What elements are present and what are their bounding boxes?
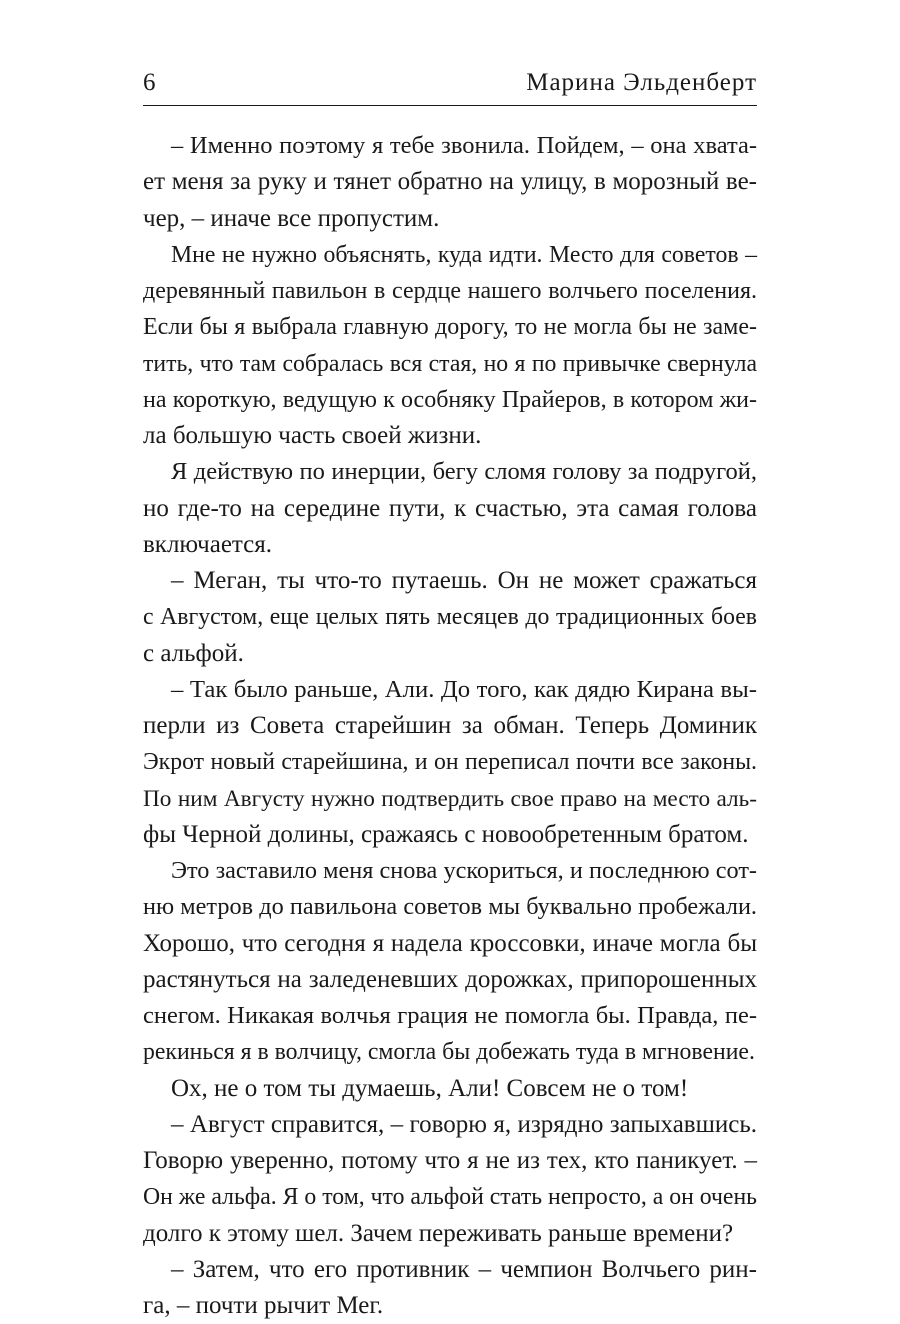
text-line: на короткую, ведущую к особняку Прайеров, в котором жи- (143, 386, 757, 413)
text-line: ла большую часть своей жизни. (143, 422, 482, 449)
text-line: фы Черной долины, сражаясь с новообретенным братом. (143, 820, 749, 848)
text-line: – Именно поэтому я тебе звонила. Пойдем, – она хвата- (171, 132, 757, 159)
body-text (143, 128, 757, 1324)
text-line: ет меня за руку и тянет обратно на улицу, в морозный ве- (143, 168, 757, 196)
text-line: перли из Совета старейшин за обман. Теперь Доминик (143, 712, 757, 739)
text-line: Это заставило меня снова ускориться, и последнюю сот- (171, 857, 757, 884)
text-line: с Августом, еще целых пять месяцев до традиционных боев (143, 604, 757, 631)
text-line: с альфой. (143, 639, 244, 667)
text-line: Мне не нужно объяснять, куда идти. Место для советов – (171, 241, 757, 268)
page-number: 6 (143, 69, 156, 96)
text-line: – Так было раньше, Али. До того, как дядю Кирана вы- (171, 675, 757, 703)
running-head (143, 66, 757, 100)
text-line: Я действую по инерции, бегу сломя голову за подругой, (171, 458, 757, 486)
text-line: долго к этому шел. Зачем переживать раньше времени? (143, 1219, 734, 1247)
text-line: – Затем, что его противник – чемпион Волчьего рин- (171, 1255, 757, 1283)
text-line: рекинься я в волчицу, смогла бы добежать туда в мгновение. (143, 1039, 755, 1066)
text-line: Экрот новый старейшина, и он переписал почти все законы. (143, 749, 757, 776)
text-line: растянуться на заледеневших дорожках, припорошенных (143, 965, 757, 993)
text-line: чер, – иначе все пропустим. (143, 204, 440, 232)
text-line: Говорю уверенно, потому что я не из тех, кто паникует. – (143, 1147, 757, 1174)
text-line: га, – почти рычит Мег. (143, 1292, 384, 1319)
text-line: Ох, не о том ты думаешь, Али! Совсем не о том! (171, 1074, 689, 1102)
text-line: Хорошо, что сегодня я надела кроссовки, иначе могла бы (143, 929, 757, 957)
text-line: – Август справится, – говорю я, изрядно запыхавшись. (171, 1110, 757, 1138)
text-line: снегом. Никакая волчья грация не помогла бы. Правда, пе- (143, 1002, 757, 1029)
header-divider (143, 105, 757, 106)
text-line: деревянный павильон в сердце нашего волчьего поселения. (143, 278, 757, 304)
text-line: Он же альфа. Я о том, что альфой стать непросто, а он очень (143, 1184, 757, 1211)
author-name: Марина Эльденберт (526, 69, 757, 96)
text-line: По ним Августу нужно подтвердить свое право на место аль- (143, 785, 757, 812)
text-line: включается. (143, 530, 272, 558)
text-line: Если бы я выбрала главную дорогу, то не могла бы не заме- (143, 314, 757, 341)
text-line: тить, что там собралась вся стая, но я по привычке свернула (143, 350, 757, 377)
text-line: – Меган, ты что-то путаешь. Он не может сражаться (171, 567, 757, 594)
text-line: ню метров до павильона советов мы буквально пробежали. (143, 893, 757, 921)
text-line: но где-то на середине пути, к счастью, эта самая голова (143, 494, 757, 522)
